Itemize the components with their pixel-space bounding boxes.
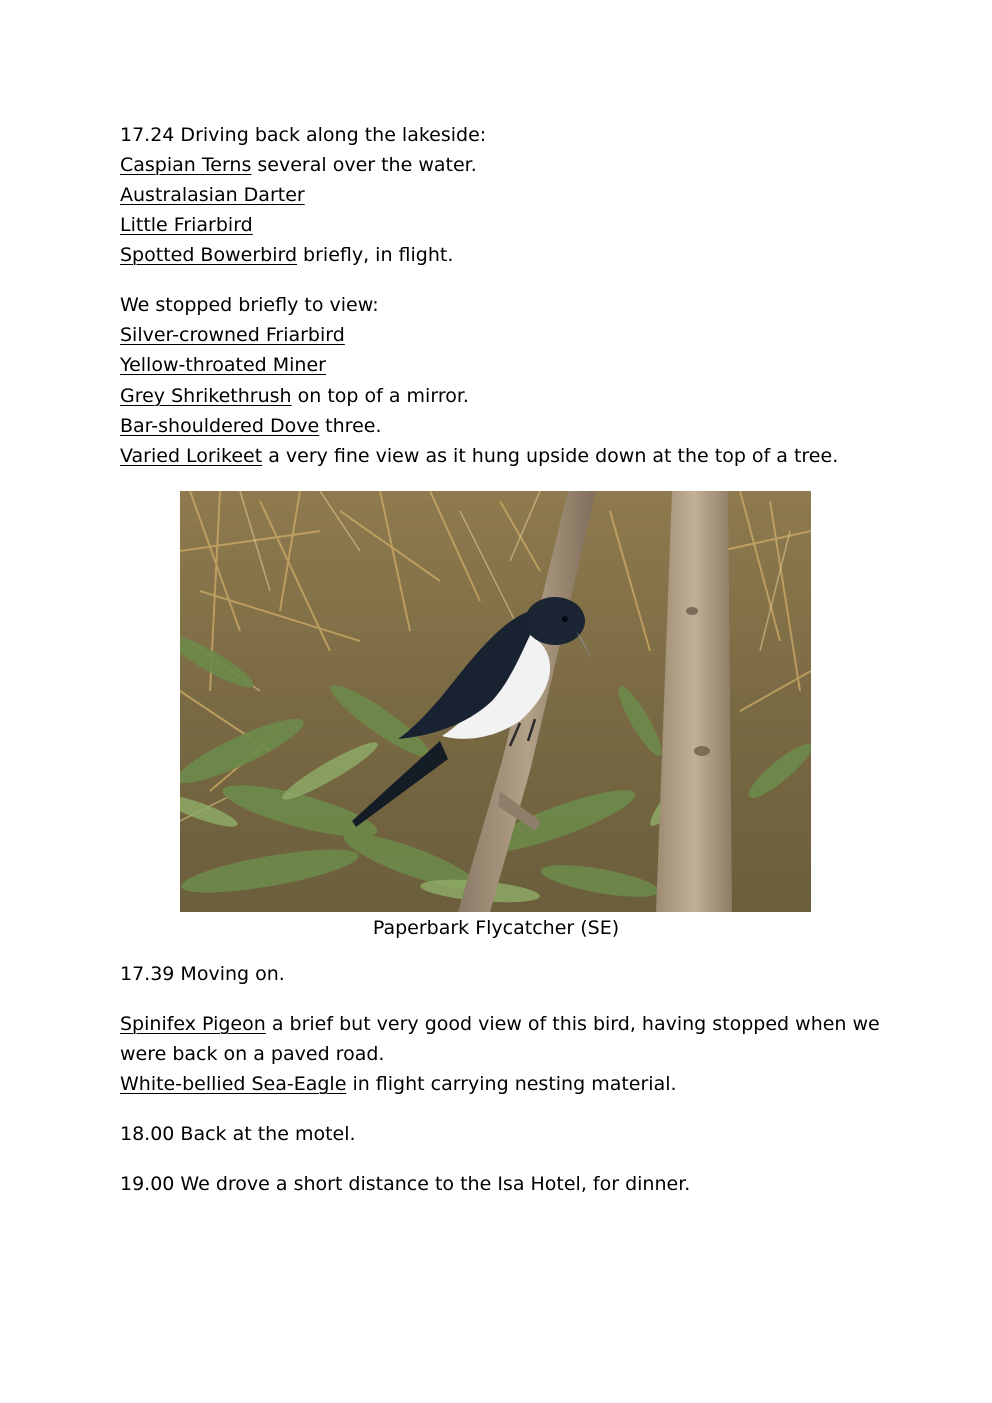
photo-caption: Paperbark Flycatcher (SE): [372, 917, 620, 939]
sighting-varied-lorikeet: [120, 444, 838, 468]
sighting-australasian-darter: [120, 183, 305, 207]
species-name: Little Friarbird: [120, 214, 253, 236]
species-name: Silver-crowned Friarbird: [120, 324, 345, 346]
species-name: White-bellied Sea-Eagle: [120, 1073, 347, 1095]
event-line: 18.00 Back at the motel.: [120, 1123, 356, 1145]
sighting-caspian-terns: [120, 153, 477, 177]
bird-photo: [180, 491, 811, 912]
sighting-silver-crowned-friarbird: [120, 323, 345, 347]
sighting-spinifex-pigeon: [120, 1012, 880, 1036]
sighting-yellow-throated-miner: [120, 353, 326, 377]
sighting-spotted-bowerbird: [120, 243, 453, 267]
species-name: Caspian Terns: [120, 154, 252, 176]
species-name: Yellow-throated Miner: [120, 354, 326, 376]
sighting-note: several over the water.: [251, 154, 477, 176]
species-name: Varied Lorikeet: [120, 445, 263, 467]
sighting-note: a very fine view as it hung upside down at the top of a tree.: [262, 445, 839, 467]
sighting-grey-shrikethrush: [120, 384, 469, 408]
species-name: Australasian Darter: [120, 184, 305, 206]
sighting-white-bellied-sea-eagle: [120, 1072, 677, 1096]
section-heading: 17.39 Moving on.: [120, 963, 285, 985]
species-name: Spinifex Pigeon: [120, 1013, 266, 1035]
sighting-note: three.: [319, 415, 382, 437]
sighting-little-friarbird: [120, 213, 253, 237]
event-line: 19.00 We drove a short distance to the Isa Hotel, for dinner.: [120, 1173, 691, 1195]
section-heading: 17.24 Driving back along the lakeside:: [120, 124, 487, 146]
species-name: Grey Shrikethrush: [120, 385, 292, 407]
sighting-note: on top of a mirror.: [291, 385, 469, 407]
species-name: Bar-shouldered Dove: [120, 415, 320, 437]
sighting-note: in flight carrying nesting material.: [346, 1073, 677, 1095]
sighting-note: a brief but very good view of this bird, having stopped when we: [265, 1013, 880, 1035]
species-name: Spotted Bowerbird: [120, 244, 298, 266]
sighting-note-continuation: were back on a paved road.: [120, 1043, 385, 1065]
sighting-note: briefly, in flight.: [297, 244, 454, 266]
section-heading: We stopped briefly to view:: [120, 294, 379, 316]
sighting-bar-shouldered-dove: [120, 414, 381, 438]
